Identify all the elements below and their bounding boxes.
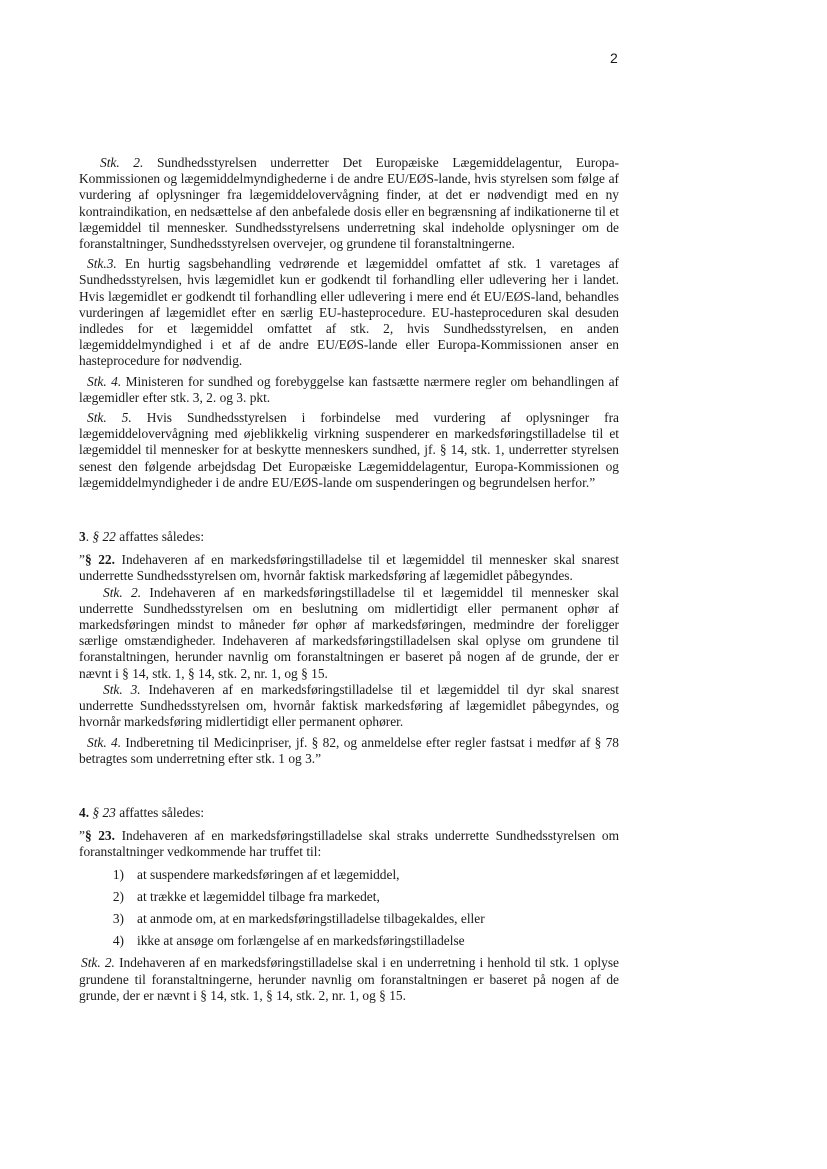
list-number: 3) — [112, 910, 124, 926]
paragraph-stk-2 — [79, 155, 619, 252]
paragraph-text: Hvis Sundhedsstyrelsen i forbindelse med vurdering af oplysninger fra lægemiddelovervågning med øjeblikkelig virkning suspenderer en markedsføringstilladelse til et lægemiddel til mennesker for at beskytte menneskers sundhed, jf. § 14, stk. 1, underretter styrelsen senest den følgende arbejdsdag Det Europæiske Lægemiddelagentur, Europa-Kommissionen og lægemiddelmyndigheder i de andre EU/EØS-lande om suspenderingen og begrundelsen herfor.” — [79, 410, 619, 490]
section-3-stk-2 — [79, 585, 619, 682]
paragraph-stk-4 — [79, 374, 619, 406]
stk-label: Stk.3. — [87, 256, 117, 272]
paragraph-text: Indberetning til Medicinpriser, jf. § 82, og anmeldelse efter regler fastsat i medfør af § 78 betragtes som underretning efter stk. 1 og 3.” — [79, 734, 619, 766]
section-number: 3 — [79, 529, 86, 545]
page-number: 2 — [610, 50, 618, 66]
paragraph-text: Indehaveren af en markedsføringstilladelse skal i en underretning i henhold til stk. 1 oplyse grundene til foranstaltningerne, herunder navnlig om foranstaltningen er baseret på nogen af de grunde, der er nævnt i § 14, stk. 1, § 14, stk. 2, nr. 1, og § 15. — [79, 955, 619, 1003]
section-3-lead — [79, 552, 619, 584]
stk-label: Stk. 4. — [87, 373, 122, 389]
section-paragraph-ref: § 23 — [92, 804, 116, 820]
quote-mark: ” — [79, 828, 85, 844]
section-3-heading — [79, 529, 619, 545]
section-heading-text: affattes således: — [115, 529, 205, 545]
section-heading-text: affattes således: — [115, 804, 205, 820]
list-item — [79, 911, 619, 927]
list-item — [79, 867, 619, 883]
stk-label: Stk. 2. — [100, 155, 144, 170]
list-text: ikke at ansøge om forlængelse af en markedsføringstilladelse — [137, 933, 465, 949]
list-number: 2) — [112, 888, 124, 904]
list-number: 1) — [112, 866, 124, 882]
paragraph-text: En hurtig sagsbehandling vedrørende et lægemiddel omfattet af stk. 1 varetages af Sundhedsstyrelsen, hvis lægemidlet kun er godkendt til forhandling eller udlevering her i landet. Hvis lægemidlet er godkendt til forhandling eller udlevering i mere end ét EU/EØS-land, behandles vurderingen af lægemidlet efter en særlig EU-hasteprocedure. EU-hasteproceduren skal desuden indledes for et lægemiddel omfattet af stk. 2, hvis Sundhedsstyrelsen, en anden lægemiddelmyndighed i et af de andre EU/EØS-lande eller Europa-Kommissionen anser en hasteprocedure for nødvendig. — [79, 256, 619, 369]
section-3-stk-3 — [79, 682, 619, 731]
section-3-stk-4 — [79, 735, 619, 767]
paragraph-text: Indehaveren af en markedsføringstilladelse til et lægemiddel til mennesker skal snarest underrette Sundhedsstyrelsen om, hvornår faktisk markedsføring af lægemidlet påbegyndes. — [79, 552, 619, 584]
paragraph-text: Sundhedsstyrelsen underretter Det Europæiske Lægemiddelagentur, Europa-Kommissionen og lægemiddelmyndighederne i de andre EU/EØS-lande, hvis styrelsen som følge af vurdering af oplysninger fra lægemiddelovervågning finder, at det er nødvendigt med en ny kontraindikation, en nedsættelse af den anbefalede dosis eller en begrænsning af indikationerne til et lægemiddel til mennesker. Sundhedsstyrelsens underretning skal indeholde oplysninger om de foranstaltninger, Sundhedsstyrelsen overvejer, og grundene til foranstaltningerne. — [79, 155, 619, 252]
section-dot: . — [85, 529, 93, 545]
paragraph-text: Indehaveren af en markedsføringstilladelse skal straks underrette Sundhedsstyrelsen om foranstaltninger vedkommende har truffet til: — [79, 828, 620, 860]
list-number: 4) — [112, 933, 124, 949]
paragraph-number: § 23. — [84, 828, 115, 844]
paragraph-stk-3 — [79, 256, 619, 369]
paragraph-text: Indehaveren af en markedsføringstilladelse til et lægemiddel til dyr skal snarest underrette Sundhedsstyrelsen om, hvornår faktisk markedsføring af lægemidlet påbegyndes, og hvornår markedsføring midlertidigt eller permanent ophører. — [79, 681, 619, 730]
stk-label: Stk. 3. — [103, 681, 141, 697]
stk-label: Stk. 4. — [87, 734, 122, 750]
list-item — [79, 933, 619, 949]
list-item — [79, 889, 619, 905]
paragraph-text: Ministeren for sundhed og forebyggelse kan fastsætte nærmere regler om behandlingen af lægemidler efter stk. 3, 2. og 3. pkt. — [79, 373, 619, 405]
section-paragraph-ref: § 22 — [92, 529, 116, 545]
section-4-heading — [79, 805, 619, 821]
stk-label: Stk. 2. — [103, 584, 142, 600]
quote-mark: ” — [79, 552, 85, 568]
stk-label: Stk. 2. — [81, 955, 115, 971]
section-4-lead — [79, 828, 619, 860]
list-text: at anmode om, at en markedsføringstilladelse tilbagekaldes, eller — [137, 910, 485, 926]
document-body — [79, 155, 619, 1004]
section-4-stk-2 — [79, 955, 619, 1004]
list-text: at suspendere markedsføringen af et lægemiddel, — [137, 866, 400, 882]
list-text: at trække et lægemiddel tilbage fra markedet, — [137, 888, 380, 904]
section-number: 4. — [79, 804, 90, 820]
paragraph-stk-5 — [79, 410, 619, 491]
stk-label: Stk. 5. — [87, 410, 132, 426]
paragraph-text: Indehaveren af en markedsføringstilladelse til et lægemiddel til mennesker skal underrette Sundhedsstyrelsen om en beslutning om midlertidigt eller permanent ophør af markedsføringen mindst to måneder før ophør af markedsføringen, medmindre der foreligger særlige omstændigheder. Indehaveren af markedsføringstilladelsen skal oplyse om grundene til foranstaltningen, herunder navnlig om foranstaltningen er baseret på nogen af de grunde, der er nævnt i § 14, stk. 1, § 14, stk. 2, nr. 1, og § 15. — [79, 584, 619, 681]
paragraph-number: § 22. — [84, 552, 115, 568]
measures-list — [79, 867, 619, 950]
